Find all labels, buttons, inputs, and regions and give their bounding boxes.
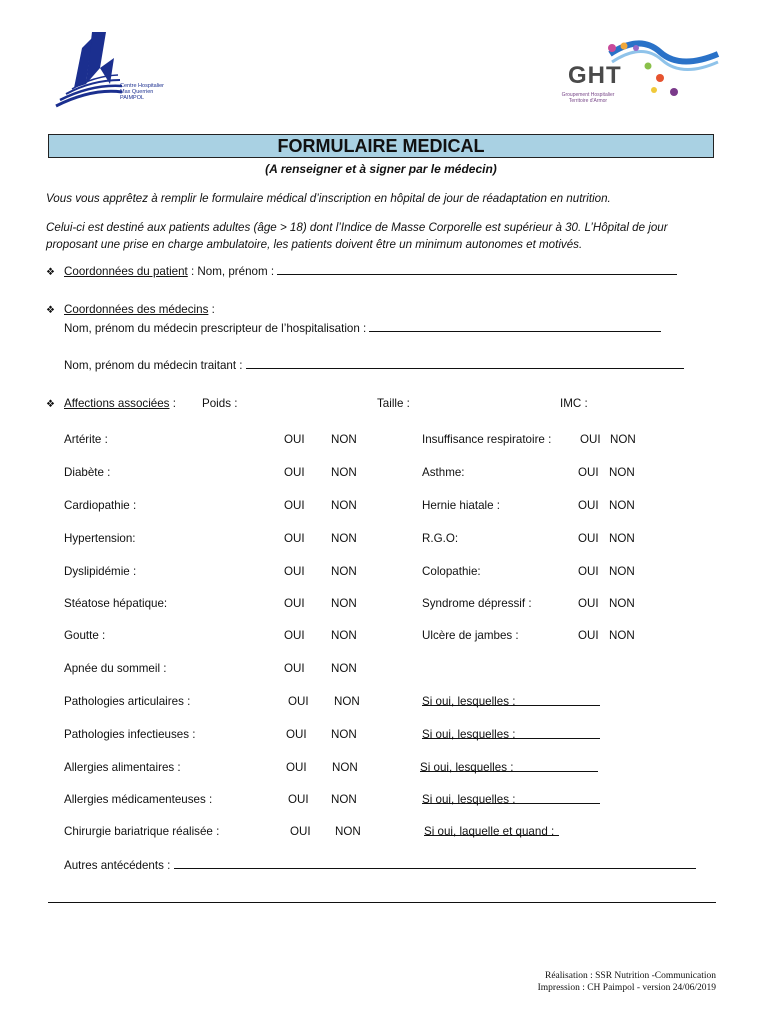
oui-option[interactable]: OUI [578,597,599,610]
oui-option[interactable]: OUI [578,532,599,545]
autres-extra-line[interactable] [48,892,716,903]
condition-label: Goutte : [64,629,106,642]
oui-option[interactable]: OUI [284,597,305,610]
oui-option[interactable]: OUI [288,793,309,806]
taille-label: Taille : [377,397,410,410]
non-option[interactable]: NON [331,565,357,578]
row-infectieuses [0,728,770,744]
poids-label: Poids : [202,397,238,410]
bullet-diamond-icon: ❖ [46,305,55,316]
non-option[interactable]: NON [610,433,636,446]
prescripteur-line [64,321,661,335]
row-goutte [0,629,770,645]
affections-line [46,397,176,410]
non-option[interactable]: NON [334,695,360,708]
ght-sub-line-1: Groupement Hospitalier [561,92,615,98]
intro-paragraph-2: Celui-ci est destiné aux patients adultes (âge > 18) dont l’Indice de Masse Corporelle est supérieur à 30. L’Hôpital de jour proposant une prise en charge ambulatoire, les patients doivent être un minimum autonomes et motivés. [46,221,668,251]
patient-heading: Coordonnées du patient [64,265,188,278]
oui-option[interactable]: OUI [580,433,601,446]
non-option[interactable]: NON [332,761,358,774]
medecins-colon: : [208,303,215,316]
lesquelles-text: Si oui, lesquelles : [422,793,516,806]
condition-label: Cardiopathie : [64,499,137,512]
condition-label: Pathologies articulaires : [64,695,191,708]
form-subtitle: (A renseigner et à signer par le médecin) [265,162,497,176]
non-option[interactable]: NON [335,825,361,838]
lesquelles-field[interactable] [422,695,600,706]
logo-line-3: PAIMPOL [120,95,145,101]
lesquelles-field[interactable] [420,761,598,772]
oui-option[interactable]: OUI [288,695,309,708]
bullet-diamond-icon: ❖ [46,399,55,410]
non-option[interactable]: NON [609,629,635,642]
non-option[interactable]: NON [331,466,357,479]
condition-label: Hypertension: [64,532,136,545]
row-chirurgie-bariatrique [0,825,770,841]
prescripteur-field[interactable] [369,321,661,332]
patient-label: : Nom, prénom : [187,265,278,278]
condition-label: Diabète : [64,466,111,479]
lesquelles-text: Si oui, lesquelles : [422,728,516,741]
non-option[interactable]: NON [331,793,357,806]
lesquelles-field[interactable] [422,728,600,739]
row-hypertension [0,532,770,548]
row-diabete [0,466,770,482]
oui-option[interactable]: OUI [290,825,311,838]
patient-name-field[interactable] [277,264,677,275]
condition-label: Colopathie: [422,565,481,578]
row-allergies-alimentaires [0,761,770,777]
oui-option[interactable]: OUI [284,532,305,545]
row-apnee [0,662,770,678]
affections-colon: : [169,397,176,410]
laquelle-quand-text: Si oui, laquelle et quand : [424,825,555,838]
non-option[interactable]: NON [609,466,635,479]
row-articulaires [0,695,770,711]
affections-heading: Affections associées [64,397,170,410]
medecins-heading: Coordonnées des médecins [64,303,209,316]
row-cardiopathie [0,499,770,515]
condition-label: Artérite : [64,433,108,446]
condition-label: Allergies alimentaires : [64,761,181,774]
row-arterite [0,433,770,449]
oui-option[interactable]: OUI [578,565,599,578]
traitant-field[interactable] [246,358,684,369]
lesquelles-field[interactable] [422,793,600,804]
oui-option[interactable]: OUI [284,499,305,512]
sail-logo-icon [52,28,192,114]
condition-label: Syndrome dépressif : [422,597,532,610]
oui-option[interactable]: OUI [284,433,305,446]
non-option[interactable]: NON [331,532,357,545]
lesquelles-text: Si oui, lesquelles : [422,695,516,708]
oui-option[interactable]: OUI [284,565,305,578]
oui-option[interactable]: OUI [578,499,599,512]
logo-line-2: Max Querrien [120,89,154,95]
condition-label: Stéatose hépatique: [64,597,168,610]
form-title: FORMULAIRE MEDICAL [48,134,714,158]
hospital-logo [52,28,192,114]
oui-option[interactable]: OUI [284,629,305,642]
footer-line-1: Réalisation : SSR Nutrition -Communication [545,971,716,981]
bullet-diamond-icon: ❖ [46,267,55,278]
non-option[interactable]: NON [331,728,357,741]
condition-label: Allergies médicamenteuses : [64,793,213,806]
logo-line-1: Centre Hospitalier [120,83,165,89]
condition-label: Insuffisance respiratoire : [422,433,552,446]
condition-label: Apnée du sommeil : [64,662,167,675]
condition-label: R.G.O: [422,532,459,545]
condition-label: Pathologies infectieuses : [64,728,196,741]
row-allergies-medicamenteuses [0,793,770,809]
condition-label: Asthme: [422,466,465,479]
condition-label: Chirurgie bariatrique réalisée : [64,825,220,838]
lesquelles-text: Si oui, lesquelles : [420,761,514,774]
autres-line [64,858,696,872]
footer [538,970,716,994]
non-option[interactable]: NON [609,565,635,578]
oui-option[interactable]: OUI [284,662,305,675]
medecins-line [46,303,215,316]
non-option[interactable]: NON [609,597,635,610]
laquelle-quand-field[interactable] [424,825,559,836]
autres-field[interactable] [174,858,696,869]
non-option[interactable]: NON [609,532,635,545]
condition-label: Ulcère de jambes : [422,629,519,642]
footer-line-2: Impression : CH Paimpol - version 24/06/2019 [537,983,716,993]
traitant-label: Nom, prénom du médecin traitant : [64,359,246,372]
condition-label: Dyslipidémie : [64,565,137,578]
oui-option[interactable]: OUI [286,761,307,774]
row-dyslipidemie [0,565,770,581]
non-option[interactable]: NON [331,499,357,512]
non-option[interactable]: NON [331,662,357,675]
ght-wordmark: GHT [568,62,622,89]
autres-label: Autres antécédents : [64,859,174,872]
ght-logo [550,34,720,114]
prescripteur-label: Nom, prénom du médecin prescripteur de l’hospitalisation : [64,322,370,335]
oui-option[interactable]: OUI [578,629,599,642]
non-option[interactable]: NON [609,499,635,512]
non-option[interactable]: NON [331,433,357,446]
row-steatose [0,597,770,613]
oui-option[interactable]: OUI [286,728,307,741]
condition-label: Hernie hiatale : [422,499,500,512]
oui-option[interactable]: OUI [284,466,305,479]
non-option[interactable]: NON [331,597,357,610]
traitant-line [64,358,684,372]
imc-label: IMC : [560,397,588,410]
ght-sub-line-2: Territoire d'Armor [568,98,608,104]
oui-option[interactable]: OUI [578,466,599,479]
intro-paragraph-1: Vous vous apprêtez à remplir le formulaire médical d’inscription en hôpital de jour de réadaptation en nutrition. [46,192,611,205]
patient-line [46,264,677,278]
non-option[interactable]: NON [331,629,357,642]
